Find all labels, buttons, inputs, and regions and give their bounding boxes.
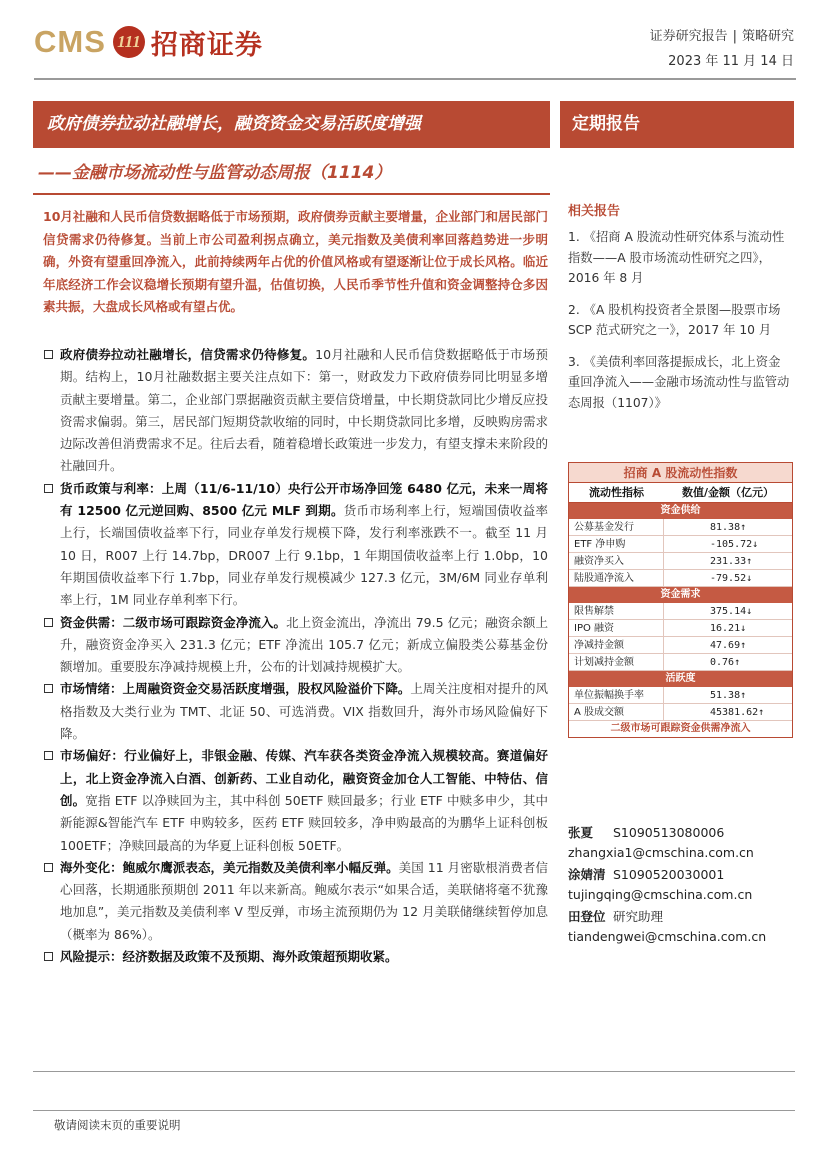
indicator-value (664, 637, 792, 653)
report-title: 政府债券拉动社融增长，融资资金交易活跃度增强 (33, 101, 550, 148)
value-number: -105.72 (710, 539, 753, 550)
indicator-label: 单位振幅换手率 (569, 687, 664, 703)
related-report-item: 1. 《招商 A 股流动性研究体系与流动性指数——A 股市场流动性研究之四》，2016 年 8 月 (568, 230, 785, 285)
indicator-label: 计划减持金额 (569, 654, 664, 670)
checkbox-square-icon (44, 863, 53, 872)
summary-paragraph: 10月社融和人民币信贷数据略低于市场预期，政府债券贡献主要增量，企业部门和居民部门信贷需求仍待修复。当前上市公司盈利拐点确立，美元指数及美债利率回落趋势进一步明确，外资有望重回净流入，此前持续两年占优的价值风格或有望逐渐让位于成长风格。临近年底经济工作会议稳增长预期有望升温，估值切换，人民币季节性升值和资金调整持仓多因素共振，大盘成长风格或有望占优。 (43, 209, 548, 314)
footer-disclaimer: 敬请阅读末页的重要说明 (54, 1118, 181, 1132)
indicator-label: 陆股通净流入 (569, 570, 664, 586)
bullet-item (44, 745, 548, 856)
bullet-lead: 海外变化：鲍威尔鹰派表态，美元指数及美债利率小幅反弹。 (60, 859, 399, 875)
table-row (569, 519, 792, 536)
table-row (569, 687, 792, 704)
table-section-header: 资金需求 (569, 587, 792, 603)
header-divider (34, 78, 796, 80)
logo-text: CMS (34, 24, 106, 59)
arrow-up-icon: ↑ (740, 522, 747, 533)
footer-divider (33, 1110, 795, 1111)
indicator-label: 融资净买入 (569, 553, 664, 569)
bullet-lead: 市场情绪：上周融资资金交易活跃度增强，股权风险溢价下降。 (60, 681, 411, 697)
report-type-label: 定期报告 (560, 101, 794, 148)
related-report-item: 3. 《美债利率回落提振成长，北上资金重回净流入——金融市场流动性与监管动态周报（1107）》 (568, 354, 790, 410)
author-email[interactable]: zhangxia1@cmschina.com.cn (568, 845, 754, 860)
logo-company-name: 招商证券 (150, 29, 263, 61)
indicator-value (664, 519, 792, 535)
column-header: 流动性指标 (589, 486, 644, 499)
title-divider (33, 193, 550, 195)
report-category: 策略研究 (741, 29, 794, 44)
author-id: S1090513080006 (613, 825, 725, 840)
bullet-item (44, 946, 548, 968)
table-row (569, 654, 792, 671)
bullet-text: 上周关注度相对提升的风格指数及大类行业为 TMT、北证 50、可选消费。VIX 指数回升，海外市场风险偏好下降。 (60, 681, 548, 742)
checkbox-square-icon (44, 350, 53, 359)
indicator-label: 公募基金发行 (569, 519, 664, 535)
arrow-up-icon: ↑ (740, 690, 747, 701)
bullet-item (44, 857, 548, 946)
bullet-item (44, 678, 548, 745)
indicator-value (664, 620, 792, 636)
author-row (568, 823, 794, 843)
bullet-text: 美国 11 月密歇根消费者信心回落，长期通胀预期创 2011 年以来新高。鲍威尔表示“如果合适，美联储将毫不犹豫地加息”，美元指数及美债利率 V 型反弹，市场主流预期仍为 12 月美联储继续暂停加息（概率为 86%）。 (60, 859, 548, 942)
table-row (569, 704, 792, 721)
logo-badge-icon: 111 (113, 26, 145, 58)
author-name: 涂婧清 (568, 867, 606, 882)
checkbox-square-icon (44, 952, 53, 961)
checkbox-square-icon (44, 618, 53, 627)
arrow-down-icon: ↓ (746, 573, 753, 584)
arrow-up-icon: ↑ (758, 707, 765, 718)
content-bottom-divider (33, 1071, 795, 1072)
table-section-header: 资金供给 (569, 503, 792, 519)
bullet-list (44, 344, 548, 968)
arrow-down-icon: ↓ (740, 623, 747, 634)
bullet-item (44, 612, 548, 679)
value-number: 81.38 (710, 522, 741, 533)
bullet-lead: 风险提示：经济数据及政策不及预期、海外政策超预期收紧。 (60, 949, 398, 965)
arrow-up-icon: ↑ (734, 657, 741, 668)
report-kind: 证券研究报告 (649, 29, 728, 44)
table-row (569, 536, 792, 553)
indicator-value (664, 654, 792, 670)
author-email[interactable]: tiandengwei@cmschina.com.cn (568, 929, 767, 944)
table-title: 招商 A 股流动性指数 (569, 463, 792, 483)
checkbox-square-icon (44, 484, 53, 493)
author-email[interactable]: tujingqing@cmschina.com.cn (568, 887, 753, 902)
arrow-up-icon: ↑ (746, 556, 753, 567)
indicator-value (664, 536, 792, 552)
table-row (569, 603, 792, 620)
column-header: 数值/金额（亿元） (681, 486, 775, 499)
header-separator: | (732, 29, 737, 44)
indicator-value (664, 603, 792, 619)
value-number: 375.14 (710, 606, 747, 617)
arrow-up-icon: ↑ (740, 640, 747, 651)
table-body (569, 503, 792, 721)
table-header (569, 483, 792, 503)
author-id: S1090520030001 (613, 867, 725, 882)
value-number: 51.38 (710, 690, 741, 701)
value-number: 0.76 (710, 657, 735, 668)
table-row (569, 637, 792, 654)
report-date: 2023 年 11 月 14 日 (668, 54, 794, 69)
indicator-label: 净减持金额 (569, 637, 664, 653)
report-subtitle: ——金融市场流动性与监管动态周报（1114） (38, 163, 392, 183)
arrow-down-icon: ↓ (746, 606, 753, 617)
indicator-value (664, 570, 792, 586)
author-id: 研究助理 (613, 909, 664, 924)
value-number: 45381.62 (710, 707, 759, 718)
bullet-item (44, 478, 548, 612)
indicator-label: IPO 融资 (569, 620, 664, 636)
table-row (569, 553, 792, 570)
liquidity-index-table (568, 462, 793, 738)
bullet-text: 北上资金流出，净流出 79.5 亿元；融资余额上升，融资资金净买入 231.3 亿元；ETF 净流出 105.7 亿元；新成立偏股类公募基金份额增加。重要股东净减持规模上升，公布的计划减持规模扩大。 (60, 614, 548, 675)
value-number: 47.69 (710, 640, 741, 651)
arrow-down-icon: ↓ (752, 539, 759, 550)
cms-logo (34, 22, 263, 62)
value-number: 16.21 (710, 623, 741, 634)
bullet-lead: 市场偏好：行业偏好上，非银金融、传媒、汽车获各类资金净流入规模较高。赛道偏好上，北上资金净流入白酒、创新药、工业自动化，融资资金加仓人工智能、中特估、信创。 (60, 748, 548, 808)
table-row (569, 620, 792, 637)
indicator-value (664, 687, 792, 703)
author-row (568, 865, 794, 885)
author-name: 田登位 (568, 909, 606, 924)
table-footer: 二级市场可跟踪资金供需净流入 (610, 723, 751, 734)
bullet-text: 宽指 ETF 以净赎回为主，其中科创 50ETF 赎回最多；行业 ETF 中赎多申少，其中新能源&智能汽车 ETF 申购较多，医药 ETF 赎回较多，净申购最高的为鹏华上证科创板 100ETF；净赎回最高的为华夏上证科创板 50ETF。 (60, 792, 548, 853)
value-number: 231.33 (710, 556, 747, 567)
indicator-label: 限售解禁 (569, 603, 664, 619)
authors-block (568, 823, 794, 949)
related-reports-list (568, 227, 792, 424)
table-row (569, 570, 792, 587)
indicator-value (664, 704, 792, 720)
bullet-item (44, 344, 548, 478)
indicator-label: A 股成交额 (569, 704, 664, 720)
bullet-lead: 政府债券拉动社融增长，信贷需求仍待修复。 (60, 347, 316, 362)
checkbox-square-icon (44, 684, 53, 693)
related-reports-heading: 相关报告 (568, 204, 621, 219)
related-report-item: 2. 《A 股机构投资者全景图—股票市场 SCP 范式研究之一》，2017 年 10 月 (568, 302, 781, 337)
bullet-lead: 货币政策与利率：上周（11/6-11/10）央行公开市场净回笼 6480 亿元，未来一周将有 12500 亿元逆回购、8500 亿元 MLF 到期。 (60, 480, 548, 519)
bullet-text: 10月社融和人民币信贷数据略低于市场预期。结构上，10月社融数据主要关注点如下：第一，财政发力下政府债券同比明显多增贡献主要增量。第二，企业部门票据融资贡献主要信贷增量，中长期贷款同比少增反应投资需求偏弱。第三，居民部门短期贷款收缩的同时，中长期贷款同比多增，反映购房需求边际改善但消费需求不足。往后去看，随着稳增长政策进一步发力，有望支撑未来阶段的社融回升。 (60, 347, 548, 474)
indicator-value (664, 553, 792, 569)
value-number: -79.52 (710, 573, 747, 584)
header-meta (650, 24, 794, 74)
bullet-lead: 资金供需：二级市场可跟踪资金净流入。 (60, 614, 287, 630)
author-name: 张夏 (568, 825, 594, 840)
author-row (568, 907, 794, 927)
table-section-header: 活跃度 (569, 671, 792, 687)
bullet-text: 货币市场利率上行，短端国债收益率上行，长端国债收益率下行，同业存单发行规模下降，发行利率涨跌不一。截至 11 月 10 日，R007 上行 14.7bp，DR007 上行 9.1bp，1 年期国债收益率上行 1.0bp，10 年期国债收益率下行 1.7bp，同业存单发行规模减少 127.3 亿元，3M/6M 同业存单利率上行，1M 同业存单利率下行。 (60, 503, 548, 608)
indicator-label: ETF 净申购 (569, 536, 664, 552)
checkbox-square-icon (44, 751, 53, 760)
